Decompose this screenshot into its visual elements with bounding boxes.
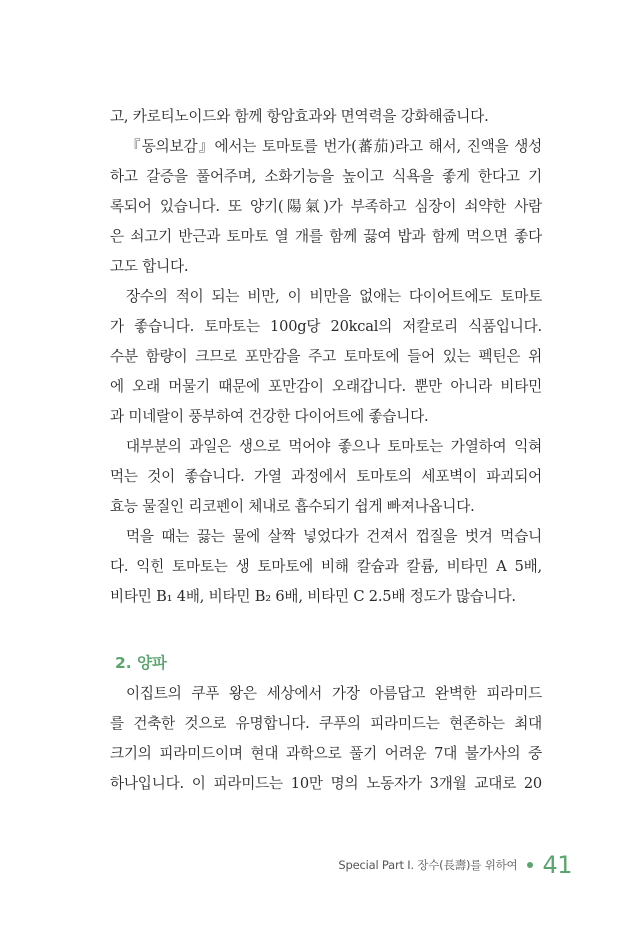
text-line: 록되어 있습니다. 또 양기(陽氣)가 부족하고 심장이 쇠약한 사람 bbox=[110, 198, 542, 215]
page-number: 41 bbox=[542, 851, 572, 879]
text-line: 가 좋습니다. 토마토는 100g당 20kcal의 저칼로리 식품입니다. bbox=[110, 318, 542, 335]
text-line: 하고 갈증을 풀어주며, 소화기능을 높이고 식욕을 좋게 한다고 기 bbox=[110, 168, 542, 185]
text-line: 대부분의 과일은 생으로 먹어야 좋으나 토마토는 가열하여 익혀 bbox=[126, 438, 542, 455]
running-footer-title: Special Part Ⅰ. 장수(長壽)를 위하여 bbox=[338, 858, 518, 872]
text-line: 하나입니다. 이 피라미드는 10만 명의 노동자가 3개월 교대로 20 bbox=[110, 775, 542, 792]
bullet-dot-icon bbox=[527, 862, 533, 868]
text-line: 다. 익힌 토마토는 생 토마토에 비해 칼슘과 칼륨, 비타민 A 5배, bbox=[110, 558, 542, 575]
text-line: 효능 물질인 리코펜이 체내로 흡수되기 쉽게 빠져나옵니다. bbox=[110, 498, 475, 515]
text-line: 이집트의 쿠푸 왕은 세상에서 가장 아름답고 완벽한 피라미드 bbox=[126, 685, 542, 702]
text-line: 에 오래 머물기 때문에 포만감이 오래갑니다. 뿐만 아니라 비타민 bbox=[110, 378, 542, 395]
text-line: 먹을 때는 끓는 물에 살짝 넣었다가 건져서 껍질을 벗겨 먹습니 bbox=[126, 528, 542, 545]
text-line: 『동의보감』에서는 토마토를 번가(蕃茄)라고 해서, 진액을 생성 bbox=[126, 138, 542, 155]
text-line: 고, 카로티노이드와 함께 항암효과와 면역력을 강화해줍니다. bbox=[110, 108, 489, 125]
body-text-top bbox=[110, 102, 542, 612]
text-line: 장수의 적이 되는 비만, 이 비만을 없애는 다이어트에도 토마토 bbox=[126, 288, 542, 305]
text-line: 비타민 B₁ 4배, 비타민 B₂ 6배, 비타민 C 2.5배 정도가 많습니다. bbox=[110, 588, 516, 605]
text-line: 고도 합니다. bbox=[110, 258, 189, 275]
text-line: 수분 함량이 크므로 포만감을 주고 토마토에 들어 있는 펙틴은 위 bbox=[110, 348, 542, 365]
text-line: 를 건축한 것으로 유명합니다. 쿠푸의 피라미드는 현존하는 최대 bbox=[110, 715, 542, 732]
page-footer bbox=[338, 848, 572, 882]
body-text-bottom bbox=[110, 679, 542, 799]
text-line: 먹는 것이 좋습니다. 가열 과정에서 토마토의 세포벽이 파괴되어 bbox=[110, 468, 542, 485]
text-line: 과 미네랄이 풍부하여 건강한 다이어트에 좋습니다. bbox=[110, 408, 429, 425]
text-line: 크기의 피라미드이며 현대 과학으로 풀기 어려운 7대 불가사의 중 bbox=[110, 745, 542, 762]
section-heading: 2. 양파 bbox=[115, 654, 168, 672]
text-line: 은 쇠고기 반근과 토마토 열 개를 함께 끓여 밥과 함께 먹으면 좋다 bbox=[110, 228, 542, 245]
